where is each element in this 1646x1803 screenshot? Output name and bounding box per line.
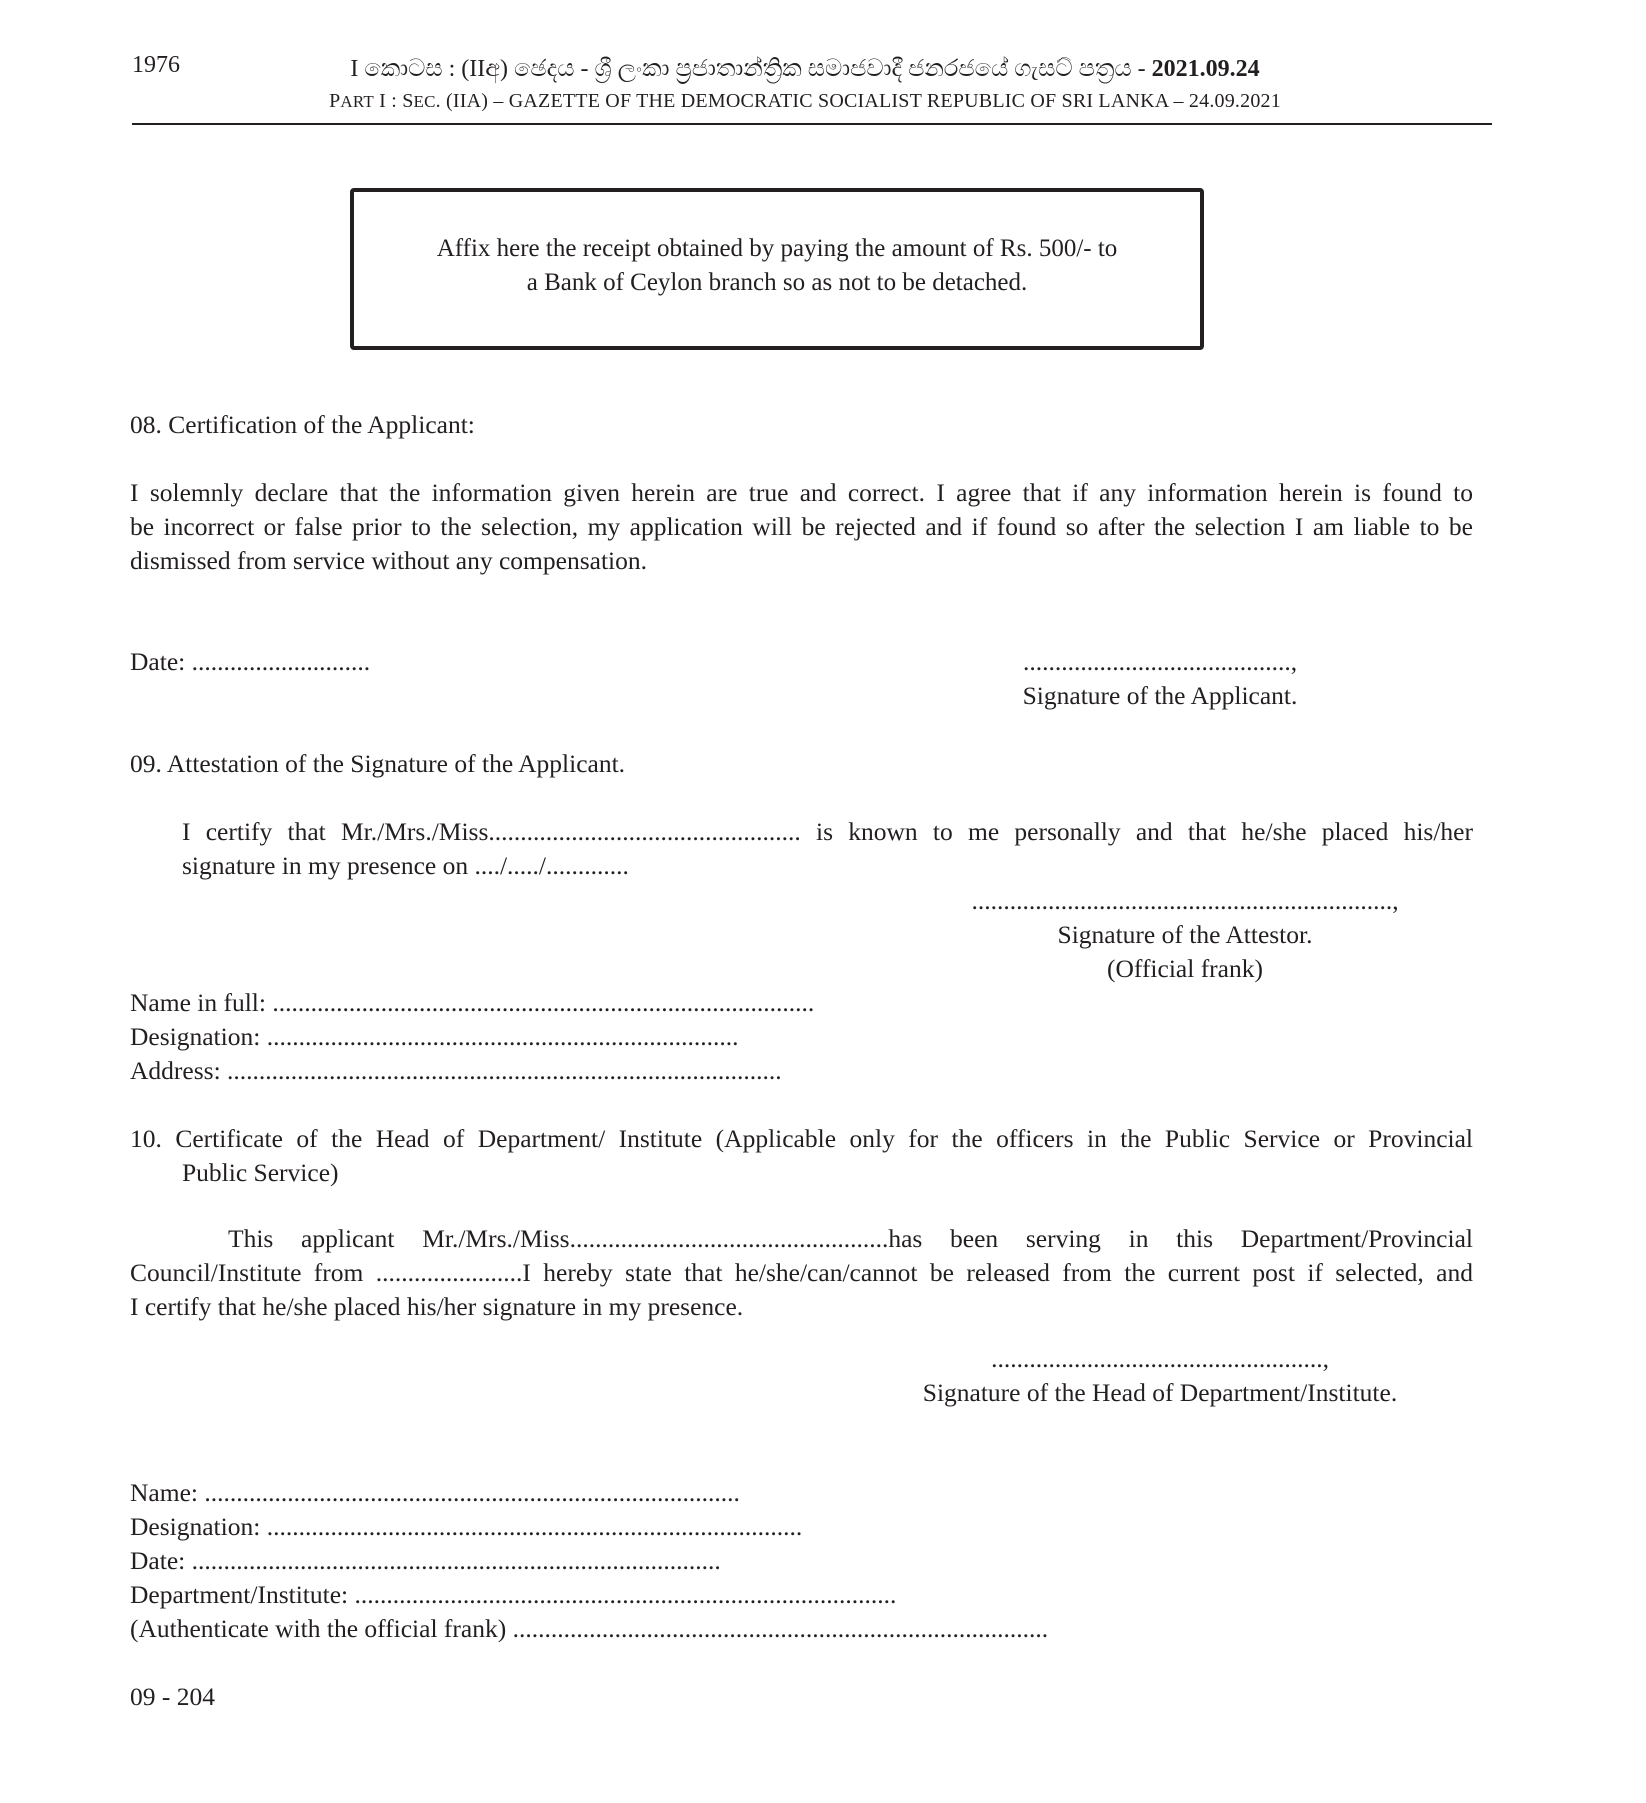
section-10-heading bbox=[130, 1122, 1473, 1190]
section-10-line-3: I certify that he/she placed his/her signature in my presence. bbox=[130, 1292, 744, 1321]
attestor-designation-field[interactable]: Designation: .......................................................................... bbox=[130, 1022, 739, 1051]
head-department-field[interactable]: Department/Institute: ..................................................................................... bbox=[130, 1580, 897, 1609]
section-09-heading: 09. Attestation of the Signature of the Applicant. bbox=[130, 749, 626, 778]
head-designation-field[interactable]: Designation: .................................................................................... bbox=[130, 1512, 803, 1541]
receipt-box bbox=[350, 188, 1204, 350]
english-header bbox=[280, 90, 1330, 113]
head-official-frank-field[interactable]: (Authenticate with the official frank) .................................................................................... bbox=[130, 1614, 1049, 1643]
head-signature-line[interactable]: ...................................................., bbox=[991, 1344, 1329, 1373]
head-date-field[interactable]: Date: ................................................................................... bbox=[130, 1546, 721, 1575]
section-10-certificate bbox=[130, 1222, 1473, 1324]
section-10-line-2: Council/Institute from .......................I hereby state that he/she/can/cannot be released from the current post if selected, and bbox=[130, 1258, 1473, 1287]
section-08-line-2: be incorrect or false prior to the selection, my application will be rejected and if found so after the selection I am liable to be bbox=[130, 512, 1473, 541]
receipt-instructions bbox=[354, 232, 1200, 300]
section-08-declaration bbox=[130, 476, 1473, 578]
english-header-sec-initial: I : S bbox=[373, 90, 414, 112]
footer-code: 09 - 204 bbox=[130, 1682, 215, 1711]
section-09-line-2: signature in my presence on ..../...../............. bbox=[182, 851, 629, 880]
english-header-sec-smallcaps: EC bbox=[413, 92, 436, 111]
section-09-certification bbox=[182, 815, 1473, 883]
attestor-signature-label: Signature of the Attestor. bbox=[1057, 920, 1313, 949]
section-08-heading: 08. Certification of the Applicant: bbox=[130, 410, 475, 439]
section-10-heading-line-1: 10. Certificate of the Head of Department/ Institute (Applicable only for the officers in the Public Service or Provincial bbox=[130, 1124, 1473, 1153]
header-rule bbox=[132, 123, 1492, 125]
applicant-date-field[interactable]: Date: ............................ bbox=[130, 647, 371, 676]
attestor-name-field[interactable]: Name in full: ..................................................................................... bbox=[130, 988, 815, 1017]
section-10-line-1: This applicant Mr./Mrs./Miss..................................................has been serving in this Department/Provincial bbox=[228, 1224, 1473, 1253]
head-signature-label: Signature of the Head of Department/Institute. bbox=[922, 1378, 1398, 1407]
sinhala-header bbox=[280, 56, 1330, 83]
section-08-line-1: I solemnly declare that the information given herein are true and correct. I agree that if any information herein is found to bbox=[130, 478, 1473, 507]
sinhala-header-title: I කොටස : (IIඅ) ඡෙදය - ශ්‍රී ලංකා ප්‍රජාතාන්ත්‍රික සමාජවාදී ජනරජයේ ගැසට් පත්‍රය - bbox=[350, 56, 1152, 82]
section-10-heading-line-2: Public Service) bbox=[182, 1158, 339, 1187]
english-header-part-smallcaps: ART bbox=[340, 92, 374, 111]
receipt-line-2: a Bank of Ceylon branch so as not to be detached. bbox=[526, 269, 1028, 296]
section-09-line-1: I certify that Mr./Mrs./Miss................................................. is known to me personally and that he/she placed his/her bbox=[182, 817, 1473, 846]
attestor-frank-label: (Official frank) bbox=[1107, 954, 1263, 983]
section-08-line-3: dismissed from service without any compensation. bbox=[130, 546, 647, 575]
applicant-signature-line[interactable]: .........................................., bbox=[1022, 647, 1298, 676]
receipt-line-1: Affix here the receipt obtained by paying the amount of Rs. 500/- to bbox=[436, 235, 1118, 262]
head-name-field[interactable]: Name: .................................................................................... bbox=[130, 1478, 740, 1507]
attestor-address-field[interactable]: Address: ....................................................................................... bbox=[130, 1056, 782, 1085]
applicant-signature-label: Signature of the Applicant. bbox=[1022, 681, 1298, 710]
page-number: 1976 bbox=[132, 52, 180, 78]
sinhala-header-date: 2021.09.24 bbox=[1151, 56, 1260, 82]
attestor-signature-line[interactable]: .................................................................., bbox=[971, 886, 1399, 915]
english-header-rest: . (IIA) – GAZETTE OF THE DEMOCRATIC SOCIALIST REPUBLIC OF SRI LANKA – 24.09.2021 bbox=[435, 90, 1281, 112]
english-header-part-initial: P bbox=[329, 90, 341, 112]
